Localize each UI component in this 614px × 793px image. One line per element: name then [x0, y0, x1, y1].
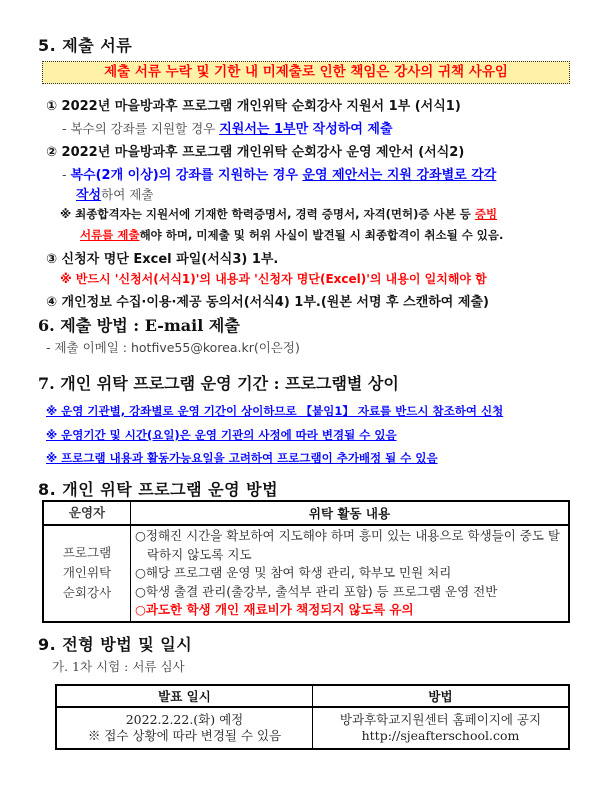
notice-banner: 제출 서류 누락 및 기한 내 미제출로 인한 책임은 강사의 귀책 사유임: [42, 61, 570, 84]
screening-stage-1: 가. 1차 시험 : 서류 심사: [52, 659, 185, 674]
note-red-underline-2: 서류를 제출: [80, 228, 140, 242]
activity-item: ○해당 프로그램 운영 및 참여 학생 관리, 학부모 민원 처리: [135, 565, 452, 580]
method-cell: [313, 707, 570, 749]
date-note: ※ 접수 상황에 따라 변경될 수 있음: [87, 728, 282, 743]
activity-item: ○학생 출결 관리(출강부, 출석부 관리 포함) 등 프로그램 운영 전반: [135, 583, 498, 599]
date-cell: [56, 707, 313, 749]
item-3-label: ③ 신청자 명단 Excel 파일(서식3) 1부.: [46, 252, 279, 267]
note-prefix: ※ 최종합격자는 지원서에 기재한 학력증명서, 경력 증명서, 자격(면허)증 사본 등: [60, 207, 475, 221]
method-line: 방과후학교지원센터 홈페이지에 공지: [339, 712, 542, 727]
table-header-method: 방법: [313, 685, 570, 707]
item-4-label: ④ 개인정보 수집·이용·제공 동의서(서식4) 1부.(원본 서명 후 스캔하여 제출): [46, 295, 489, 310]
table-header-date: 발표 일시: [56, 685, 313, 707]
final-pass-note-line1: [60, 206, 497, 222]
dash: -: [62, 167, 71, 182]
date-line: 2022.2.22.(화) 예정: [125, 712, 244, 727]
section-6-title: 6. 제출 방법 : E-mail 제출: [38, 316, 240, 335]
item-1-sub-emph: 만 작성하여 제출: [295, 122, 393, 137]
item-1-sub: [62, 118, 393, 137]
item-1-sub-prefix: - 복수의 강좌를 지원할 경우: [62, 121, 220, 136]
operator-cell: [43, 525, 131, 622]
item-2-sub-emph-underline-2: 작성: [76, 188, 102, 203]
table-row: [56, 707, 569, 749]
table-header-activity: 위탁 활동 내용: [131, 501, 570, 525]
operator-line: 개인위탁: [62, 565, 112, 581]
section-8-title: 8. 개인 위탁 프로그램 운영 방법: [38, 480, 279, 499]
activity-item: ○정해진 시간을 확보하여 지도해야 하며 흥미 있는 내용으로 학생들이 중도 탈락하지 않도록 지도: [135, 528, 560, 562]
email-line[interactable]: - 제출 이메일 : hotfive55@korea.kr(이은정): [46, 340, 300, 355]
item-2-sub-emph-underline: 운영 제안서는 지원 강좌별로 각각: [302, 168, 497, 183]
operator-line: 프로그램: [62, 545, 112, 561]
section-5-title: 5. 제출 서류: [38, 36, 133, 55]
item-3-warning: ※ 반드시 '신청서(서식1)'의 내용과 '신청자 명단(Excel)'의 내용이 일치해야 함: [60, 272, 487, 286]
section-9-title: 9. 전형 방법 및 일시: [38, 635, 193, 654]
table-row: [43, 525, 569, 622]
period-note-3: ※ 프로그램 내용과 활동가능요일을 고려하여 프로그램이 추가배정 될 수 있음: [46, 451, 438, 465]
item-2-sub-line1: [62, 164, 496, 183]
note-red-underline-1: 증빙: [474, 207, 498, 221]
item-2-sub-emph: 복수(2개 이상)의 강좌를 지원하는 경우: [70, 168, 303, 183]
item-2-label: ② 2022년 마을방과후 프로그램 개인위탁 순회강사 운영 제안서 (서식2): [46, 145, 465, 160]
period-note-2: ※ 운영기간 및 시간(요일)은 운영 기관의 사정에 따라 변경될 수 있음: [46, 428, 397, 442]
item-1-sub-emph-underline: 지원서는 1부: [219, 122, 296, 137]
section-7-title: 7. 개인 위탁 프로그램 운영 기간 : 프로그램별 상이: [38, 374, 399, 393]
operation-method-table: [42, 500, 570, 623]
item-1-label: ① 2022년 마을방과후 프로그램 개인위탁 순회강사 지원서 1부 (서식1): [46, 99, 461, 114]
period-note-1: ※ 운영 기관별, 강좌별로 운영 기간이 상이하므로 【붙임1】 자료를 반드시 참조하여 신청: [46, 404, 504, 418]
activity-cell: [131, 525, 570, 622]
table-header-operator: 운영자: [43, 501, 131, 525]
operator-line: 순회강사: [62, 585, 112, 601]
activity-item-warning: ○과도한 학생 개인 재료비가 책정되지 않도록 유의: [135, 602, 414, 617]
item-2-sub-line2: [76, 184, 153, 203]
item-2-sub-rest: 하여 제출: [101, 187, 154, 202]
website-link[interactable]: http://sjeafterschool.com: [361, 728, 520, 743]
announcement-table: [55, 684, 570, 750]
note-rest: 해야 하며, 미제출 및 허위 사실이 발견될 시 최종합격이 취소될 수 있음.: [139, 228, 504, 242]
final-pass-note-line2: [80, 227, 503, 243]
